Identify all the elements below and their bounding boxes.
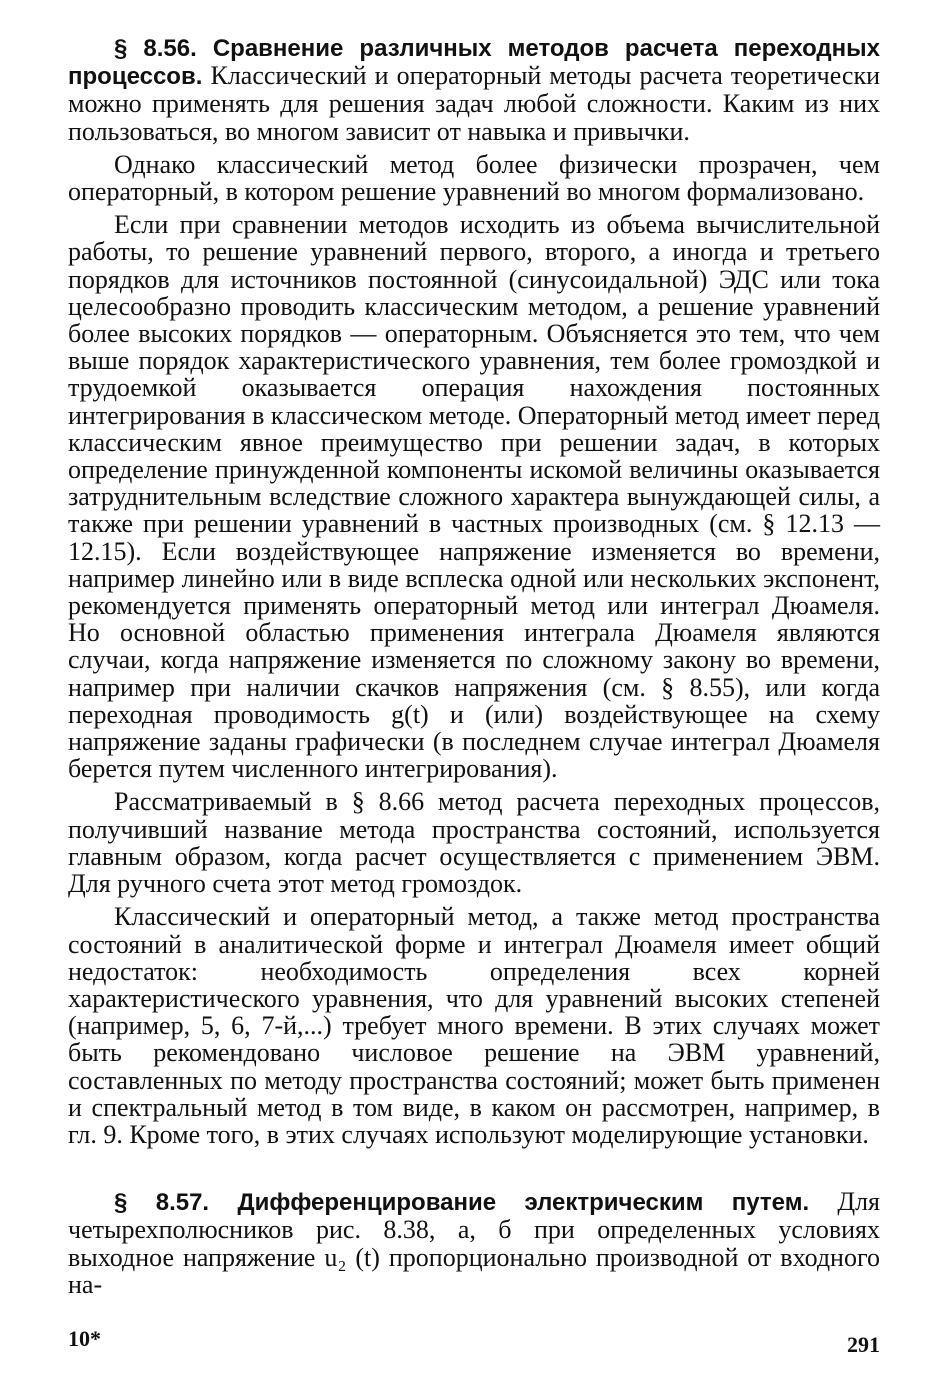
page-number: 291 (847, 1332, 880, 1357)
section-8-56-paragraph-1 (68, 34, 880, 145)
section-8-56-paragraph-5: Классический и операторный метод, а также метод пространства состояний в аналитической форме и интеграл Дюамеля имеет общий недостаток: необходимость определения всех корней характеристического уравнения, что для уравнений высоких степеней (например, 5, 6, 7-й,...) требует много времени. В этих случаях может быть рекомендовано числовое решение на ЭВМ уравнений, составленных по методу пространства состояний; может быть применен и спектральный метод в том виде, в каком он рассмотрен, например, в гл. 9. Кроме того, в этих случаях используют моделирующие установки. (68, 902, 880, 1149)
section-8-57-paragraph-1 (68, 1188, 880, 1298)
paragraph-text: Для четырехполюсников рис. 8.38, а, б при определенных условиях выходное напряжение u₂ (t) пропорционально производной от входного на- (68, 1187, 881, 1299)
section-gap (68, 1154, 880, 1188)
section-8-56-paragraph-2: Однако классический метод более физически прозрачен, чем операторный, в котором решение уравнений во многом формализовано. (68, 149, 880, 207)
page-content (68, 34, 880, 1304)
page-footer (68, 1326, 880, 1356)
section-8-57-heading: § 8.57. Дифференцирование электрическим путем. (114, 1189, 810, 1217)
paragraph-text: Классический и операторный методы расчета теоретически можно применять для решения задач любой сложности. Каким из них пользоваться, во многом зависит от навыка и привычки. (68, 61, 881, 146)
section-8-56-paragraph-3: Если при сравнении методов исходить из объема вычислительной работы, то решение уравнений первого, второго, а иногда и третьего порядков для источников постоянной (синусоидальной) ЭДС или тока целесообразно проводить классическим методом, а решение уравнений более высоких порядков — операторным. Объясняется это тем, что чем выше порядок характеристического уравнения, тем более громоздкой и трудоемкой оказывается операция нахождения постоянных интегрирования в классическом методе. Операторный метод имеет перед классическим явное преимущество при решении задач, в которых определение принужденной компоненты искомой величины оказывается затруднительным вследствие сложного характера вынуждающей силы, а также при решении уравнений в частных производных (см. § 12.13 — 12.15). Если воздействующее напряжение изменяется во времени, например линейно или в виде всплеска одной или нескольких экспонент, рекомендуется применять операторный метод или интеграл Дюамеля. Но основной областью применения интеграла Дюамеля являются случаи, когда напряжение изменяется по сложному закону во времени, например при наличии скачков напряжения (см. § 8.55), или когда переходная проводимость g(t) и (или) воздействующее на схему напряжение заданы графически (в последнем случае интеграл Дюамеля берется путем численного интегрирования). (68, 210, 880, 784)
section-8-56-heading: § 8.56. Сравнение различных методов расчета переходных процессов. (68, 35, 880, 91)
signature-mark: 10* (68, 1326, 101, 1351)
section-8-56-paragraph-4: Рассматриваемый в § 8.66 метод расчета переходных процессов, получивший название метода пространства состояний, используется главным образом, когда расчет осуществляется с применением ЭВМ. Для ручного счета этот метод громоздок. (68, 787, 880, 899)
